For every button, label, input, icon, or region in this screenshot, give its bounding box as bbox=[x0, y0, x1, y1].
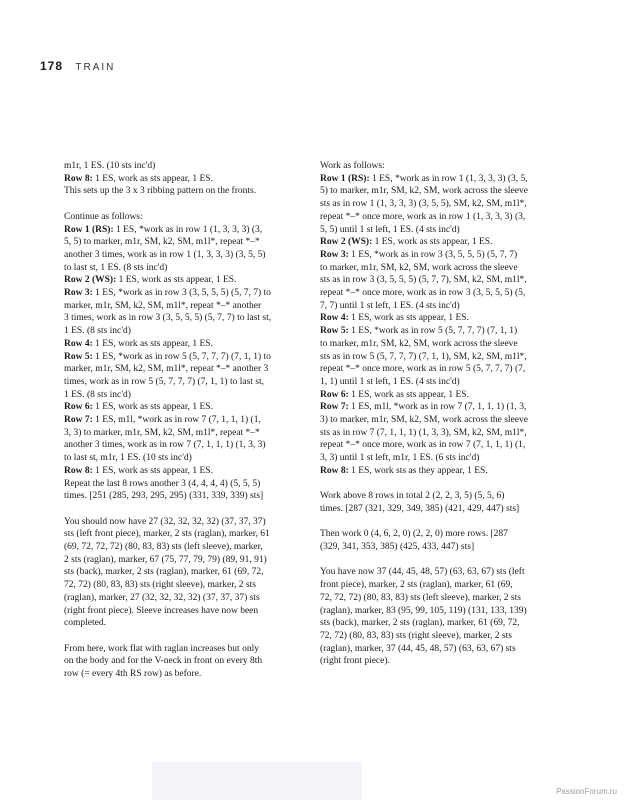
line-text: repeat *–* once more, work as in row 5 (5, 7, 7, 7) (7, bbox=[320, 364, 526, 375]
row-label: Row 2 (WS): bbox=[64, 275, 117, 286]
text-line bbox=[320, 274, 592, 287]
text-line bbox=[320, 490, 592, 503]
text-line bbox=[320, 236, 592, 249]
text-line bbox=[320, 579, 592, 592]
line-text: 3, 3) to marker, m1r, SM, k2, SM, m1l*, repeat *–* bbox=[64, 427, 260, 438]
line-text: (raglan), marker, 83 (95, 99, 105, 119) (131, 133, 139) bbox=[320, 605, 527, 616]
line-text: You should now have 27 (32, 32, 32, 32) (37, 37, 37) bbox=[64, 516, 266, 527]
line-text: 5) to marker, m1r, SM, k2, SM, work across the sleeve bbox=[320, 186, 528, 197]
row-label: Row 8: bbox=[64, 173, 93, 184]
line-text: times. [251 (285, 293, 295, 295) (331, 339, 339) sts] bbox=[64, 491, 264, 502]
line-text: 1 ES, work as sts appear, 1 ES. bbox=[92, 338, 213, 349]
line-text: You have now 37 (44, 45, 48, 57) (63, 63, 67) sts (left bbox=[320, 567, 525, 578]
text-line bbox=[64, 401, 310, 414]
line-text: marker, m1r, SM, k2, SM, m1l*, repeat *–* another 3 bbox=[64, 364, 269, 375]
paragraph bbox=[64, 516, 310, 630]
text-line bbox=[64, 262, 310, 275]
text-line bbox=[64, 376, 310, 389]
line-text: 2 sts (raglan), marker, 67 (75, 77, 79, 79) (89, 91, 91) bbox=[64, 554, 267, 565]
line-text: Work as follows: bbox=[320, 161, 385, 171]
text-line bbox=[64, 566, 310, 579]
line-text: marker, m1r, SM, k2, SM, m1l*, repeat *–* another bbox=[64, 300, 262, 311]
text-line bbox=[320, 224, 592, 237]
text-line bbox=[64, 338, 310, 351]
line-text: 72, 72) (80, 83, 83) sts (right sleeve), marker, 2 sts bbox=[320, 630, 512, 641]
line-text: 7, 7) until 1 st left, 1 ES. (4 sts inc'd) bbox=[320, 300, 460, 311]
line-text: 72, 72) (80, 83, 83) sts (right sleeve), marker, 2 sts bbox=[64, 580, 256, 591]
line-text: 1 ES, work as sts appear, 1 ES. bbox=[92, 402, 213, 413]
row-label: Row 4: bbox=[64, 338, 93, 349]
line-text: times. [287 (321, 329, 349, 385) (421, 429, 447) sts] bbox=[320, 503, 520, 514]
line-text: sts (back), marker, 2 sts (raglan), marker, 61 (69, 72, bbox=[64, 567, 264, 578]
line-text: 1 ES, work as sts appear, 1 ES. bbox=[372, 237, 493, 248]
paragraph bbox=[320, 160, 592, 478]
line-text: This sets up the 3 x 3 ribbing pattern on the fronts. bbox=[64, 186, 257, 197]
text-line bbox=[320, 249, 592, 262]
text-line bbox=[64, 439, 310, 452]
line-text: 5, 5) until 1 st left, 1 ES. (4 sts inc'd) bbox=[320, 224, 460, 235]
line-text: 3, 3) until 1 st left, m1r, 1 ES. (6 sts inc'd) bbox=[320, 453, 480, 464]
paragraph bbox=[320, 566, 592, 668]
text-line bbox=[64, 668, 310, 681]
text-line bbox=[64, 351, 310, 364]
text-line bbox=[64, 287, 310, 300]
text-line bbox=[64, 185, 310, 198]
line-text: 3) to marker, m1r, SM, k2, SM, work across the sleeve bbox=[320, 415, 528, 426]
line-text: another 3 times, work as in row 1 (1, 3, 3, 3) (3, 5, 5) bbox=[64, 249, 266, 260]
text-line bbox=[64, 617, 310, 630]
text-line bbox=[320, 617, 592, 630]
text-line bbox=[64, 605, 310, 618]
text-line bbox=[64, 592, 310, 605]
text-line bbox=[320, 312, 592, 325]
paragraph bbox=[64, 211, 310, 503]
line-text: 1 ES, work as sts appear, 1 ES. bbox=[348, 313, 469, 324]
right-column bbox=[320, 160, 592, 668]
line-text: 1 ES. (8 sts inc'd) bbox=[64, 326, 131, 337]
line-text: m1r, 1 ES. (10 sts inc'd) bbox=[64, 161, 156, 171]
row-label: Row 8: bbox=[64, 465, 93, 476]
line-text: (raglan), marker, 27 (32, 32, 32, 32) (37, 37, 37) sts bbox=[64, 592, 260, 603]
text-line bbox=[320, 211, 592, 224]
row-label: Row 7: bbox=[64, 415, 93, 426]
text-line bbox=[64, 249, 310, 262]
text-line bbox=[64, 211, 310, 224]
text-line bbox=[64, 643, 310, 656]
line-text: to marker, m1r, SM, k2, SM, work across the sleeve bbox=[320, 262, 518, 273]
text-line bbox=[320, 414, 592, 427]
line-text: 3 times, work as in row 3 (3, 5, 5, 5) (5, 7, 7) to last st, bbox=[64, 313, 272, 324]
text-line bbox=[64, 490, 310, 503]
line-text: 1 ES, *work as in row 3 (3, 5, 5, 5) (5, 7, 7) bbox=[348, 249, 518, 260]
row-label: Row 3: bbox=[320, 249, 349, 260]
row-label: Row 8: bbox=[320, 465, 349, 476]
line-text: Continue as follows: bbox=[64, 211, 143, 222]
row-label: Row 5: bbox=[64, 351, 93, 362]
text-line bbox=[64, 173, 310, 186]
text-line bbox=[64, 427, 310, 440]
line-text: to last st, 1 ES. (8 sts inc'd) bbox=[64, 262, 168, 273]
row-label: Row 3: bbox=[64, 288, 93, 299]
footer-band bbox=[152, 762, 362, 800]
text-line bbox=[64, 478, 310, 491]
text-line bbox=[64, 274, 310, 287]
text-line bbox=[320, 287, 592, 300]
line-text: From here, work flat with raglan increases but only bbox=[64, 643, 259, 654]
text-line bbox=[64, 554, 310, 567]
text-line bbox=[320, 351, 592, 364]
line-text: 1 ES, work as sts appear, 1 ES. bbox=[92, 173, 213, 184]
text-line bbox=[320, 325, 592, 338]
line-text: repeat *–* once more, work as in row 1 (1, 3, 3, 3) (3, bbox=[320, 211, 526, 222]
line-text: 1 ES, *work as in row 1 (1, 3, 3, 3) (3, 5, bbox=[369, 173, 528, 184]
text-line bbox=[64, 516, 310, 529]
paragraph bbox=[64, 160, 310, 198]
text-line bbox=[320, 528, 592, 541]
row-label: Row 1 (RS): bbox=[64, 224, 114, 235]
line-text: another 3 times, work as in row 7 (7, 1, 1, 1) (1, 3, 3) bbox=[64, 440, 266, 451]
page-number: 178 bbox=[40, 59, 64, 73]
text-line bbox=[320, 541, 592, 554]
line-text: sts as in row 1 (1, 3, 3, 3) (3, 5, 5), SM, k2, SM, m1l*, bbox=[320, 199, 527, 210]
line-text: 5, 5) to marker, m1r, SM, k2, SM, m1l*, repeat *–* bbox=[64, 237, 260, 248]
row-label: Row 1 (RS): bbox=[320, 173, 370, 184]
text-line bbox=[64, 452, 310, 465]
text-line bbox=[64, 300, 310, 313]
row-label: Row 6: bbox=[320, 389, 349, 400]
watermark: PassionForum.ru bbox=[556, 787, 617, 796]
text-line bbox=[320, 439, 592, 452]
line-text: completed. bbox=[64, 618, 106, 629]
section-title: TRAIN bbox=[75, 62, 116, 73]
line-text: sts as in row 7 (7, 1, 1, 1) (1, 3, 3), SM, k2, SM, m1l*, bbox=[320, 427, 527, 438]
row-label: Row 4: bbox=[320, 313, 349, 324]
text-line bbox=[64, 528, 310, 541]
line-text: repeat *–* once more, work as in row 3 (3, 5, 5, 5) (5, bbox=[320, 288, 526, 299]
text-line bbox=[64, 465, 310, 478]
line-text: 1 ES, work as sts appear, 1 ES. bbox=[116, 275, 237, 286]
line-text: 1 ES, *work as in row 1 (1, 3, 3, 3) (3, bbox=[113, 224, 263, 235]
line-text: (right front piece). bbox=[320, 656, 390, 667]
line-text: repeat *–* once more, work as in row 7 (7, 1, 1, 1) (1, bbox=[320, 440, 526, 451]
line-text: 1 ES, *work as in row 5 (5, 7, 7, 7) (7, 1, 1) bbox=[348, 326, 518, 337]
line-text: (raglan), marker, 37 (44, 45, 48, 57) (63, 63, 67) sts bbox=[320, 643, 516, 654]
line-text: 1 ES, work sts as they appear, 1 ES. bbox=[348, 465, 488, 476]
line-text: 1 ES, *work as in row 3 (3, 5, 5, 5) (5, 7, 7) to bbox=[92, 288, 271, 299]
line-text: sts (back), marker, 2 sts (raglan), marker, 61 (69, 72, bbox=[320, 618, 520, 629]
line-text: (69, 72, 72, 72) (80, 83, 83) sts (left sleeve), marker, bbox=[64, 542, 263, 553]
line-text: 1, 1) until 1 st left, 1 ES. (4 sts inc'd) bbox=[320, 376, 460, 387]
text-line bbox=[320, 198, 592, 211]
text-line bbox=[320, 655, 592, 668]
line-text: row (= every 4th RS row) as before. bbox=[64, 669, 202, 680]
text-line bbox=[320, 643, 592, 656]
text-line bbox=[64, 414, 310, 427]
line-text: Work above 8 rows in total 2 (2, 2, 3, 5) (5, 5, 6) bbox=[320, 491, 505, 502]
text-line bbox=[320, 566, 592, 579]
text-line bbox=[64, 579, 310, 592]
line-text: on the body and for the V-neck in front on every 8th bbox=[64, 656, 263, 667]
text-line bbox=[320, 300, 592, 313]
line-text: front piece), marker, 2 sts (raglan), marker, 61 (69, bbox=[320, 580, 513, 591]
line-text: (right front piece). Sleeve increases have now been bbox=[64, 605, 259, 616]
text-line bbox=[320, 427, 592, 440]
line-text: to marker, m1r, SM, k2, SM, work across the sleeve bbox=[320, 338, 518, 349]
text-line bbox=[64, 389, 310, 402]
text-line bbox=[64, 325, 310, 338]
line-text: sts (left front piece), marker, 2 sts (raglan), marker, 61 bbox=[64, 529, 270, 540]
text-line bbox=[320, 389, 592, 402]
left-column bbox=[64, 160, 310, 681]
row-label: Row 7: bbox=[320, 402, 349, 413]
row-label: Row 5: bbox=[320, 326, 349, 337]
text-line bbox=[320, 465, 592, 478]
text-line bbox=[64, 541, 310, 554]
line-text: 1 ES, m1l, *work as in row 7 (7, 1, 1, 1) (1, 3, bbox=[348, 402, 527, 413]
text-line bbox=[64, 160, 310, 173]
text-line bbox=[64, 236, 310, 249]
text-line bbox=[320, 630, 592, 643]
text-line bbox=[64, 363, 310, 376]
row-label: Row 2 (WS): bbox=[320, 237, 373, 248]
line-text: times, work as in row 5 (5, 7, 7, 7) (7, 1, 1) to last st, bbox=[64, 376, 265, 387]
line-text: sts as in row 5 (5, 7, 7, 7) (7, 1, 1), SM, k2, SM, m1l*, bbox=[320, 351, 527, 362]
text-line bbox=[320, 338, 592, 351]
line-text: to last st, m1r, 1 ES. (10 sts inc'd) bbox=[64, 453, 192, 464]
page-header bbox=[40, 59, 115, 73]
paragraph bbox=[320, 490, 592, 515]
text-line bbox=[320, 160, 592, 173]
line-text: Then work 0 (4, 6, 2, 0) (2, 2, 0) more rows. [287 bbox=[320, 529, 508, 540]
line-text: 1 ES, *work as in row 5 (5, 7, 7, 7) (7, 1, 1) to bbox=[92, 351, 271, 362]
line-text: Repeat the last 8 rows another 3 (4, 4, 4, 4) (5, 5, 5) bbox=[64, 478, 261, 489]
text-line bbox=[320, 262, 592, 275]
line-text: 72, 72, 72) (80, 83, 83) sts (left sleeve), marker, 2 sts bbox=[320, 592, 521, 603]
text-line bbox=[320, 592, 592, 605]
line-text: (329, 341, 353, 385) (425, 433, 447) sts] bbox=[320, 542, 475, 553]
paragraph bbox=[320, 528, 592, 553]
line-text: 1 ES. (8 sts inc'd) bbox=[64, 389, 131, 400]
row-label: Row 6: bbox=[64, 402, 93, 413]
line-text: 1 ES, work as sts appear, 1 ES. bbox=[92, 465, 213, 476]
text-line bbox=[64, 655, 310, 668]
text-line bbox=[320, 363, 592, 376]
text-line bbox=[320, 376, 592, 389]
line-text: sts as in row 3 (3, 5, 5, 5) (5, 7, 7), SM, k2, SM, m1l*, bbox=[320, 275, 527, 286]
text-line bbox=[320, 173, 592, 186]
line-text: 1 ES, m1l, *work as in row 7 (7, 1, 1, 1) (1, bbox=[92, 415, 261, 426]
line-text: 1 ES, work as sts appear, 1 ES. bbox=[348, 389, 469, 400]
text-line bbox=[64, 224, 310, 237]
text-line bbox=[320, 605, 592, 618]
text-line bbox=[320, 452, 592, 465]
text-line bbox=[64, 312, 310, 325]
text-line bbox=[320, 185, 592, 198]
text-line bbox=[320, 503, 592, 516]
text-line bbox=[320, 401, 592, 414]
paragraph bbox=[64, 643, 310, 681]
